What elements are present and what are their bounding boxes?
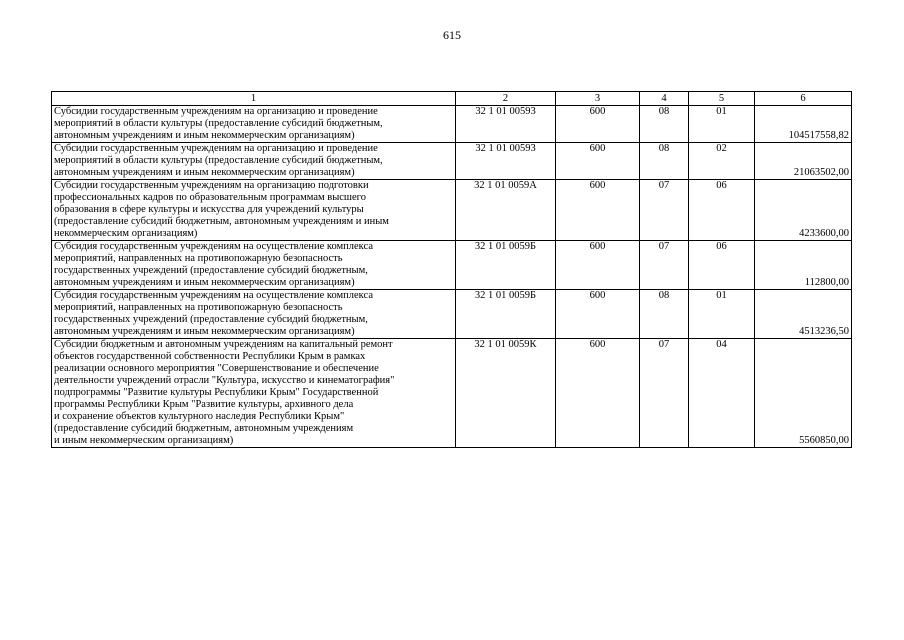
row-kvr-cell: 600 — [556, 106, 640, 143]
header-cell: 4 — [640, 92, 689, 106]
row-amount-cell: 112800,00 — [755, 241, 852, 290]
row-rz-cell: 08 — [640, 290, 689, 339]
row-amount-cell: 4513236,50 — [755, 290, 852, 339]
table-row — [52, 143, 852, 180]
header-cell: 3 — [556, 92, 640, 106]
row-rz-cell: 07 — [640, 241, 689, 290]
row-rz-cell: 08 — [640, 106, 689, 143]
row-code-cell: 32 1 01 0059К — [456, 339, 556, 448]
row-name-cell: Субсидии бюджетным и автономным учреждениям на капитальный ремонт объектов государственной собственности Республики Крым в рамках реализации основного мероприятия "Совершенствование и обеспечение деятельности учреждений отрасли "Культура, искусство и кинематография" подпрограммы "Развитие культуры Республики Крым" Государственной программы Республики Крым "Развитие культуры, архивного дела и сохранение объектов культурного наследия Республики Крым" (предоставление субсидий бюджетным, автономным учреждениям и иным некоммерческим организациям) — [52, 339, 456, 448]
header-cell: 5 — [689, 92, 755, 106]
row-code-cell: 32 1 01 0059А — [456, 180, 556, 241]
table-row — [52, 339, 852, 448]
row-pr-cell: 04 — [689, 339, 755, 448]
row-rz-cell: 07 — [640, 339, 689, 448]
row-kvr-cell: 600 — [556, 339, 640, 448]
row-pr-cell: 02 — [689, 143, 755, 180]
row-name-cell: Субсидии государственным учреждениям на организацию и проведение мероприятий в области культуры (предоставление субсидий бюджетным, автономным учреждениям и иным некоммерческим организациям) — [52, 106, 456, 143]
row-name-cell: Субсидия государственным учреждениям на осуществление комплекса мероприятий, направленных на противопожарную безопасность государственных учреждений (предоставление субсидий бюджетным, автономным учреждениям и иным некоммерческим организациям) — [52, 241, 456, 290]
row-pr-cell: 01 — [689, 290, 755, 339]
row-name-cell: Субсидии государственным учреждениям на организацию и проведение мероприятий в области культуры (предоставление субсидий бюджетным, автономным учреждениям и иным некоммерческим организациям) — [52, 143, 456, 180]
row-kvr-cell: 600 — [556, 143, 640, 180]
row-amount-cell: 5560850,00 — [755, 339, 852, 448]
table-row — [52, 241, 852, 290]
row-name-cell: Субсидии государственным учреждениям на организацию подготовки профессиональных кадров по образовательным программам высшего образования в сфере культуры и искусства для учреждений культуры (предоставление субсидий бюджетным, автономным учреждениям и иным некоммерческим организациям) — [52, 180, 456, 241]
row-amount-cell: 4233600,00 — [755, 180, 852, 241]
row-kvr-cell: 600 — [556, 180, 640, 241]
row-code-cell: 32 1 01 0059Б — [456, 241, 556, 290]
row-amount-cell: 104517558,82 — [755, 106, 852, 143]
row-name-cell: Субсидия государственным учреждениям на осуществление комплекса мероприятий, направленных на противопожарную безопасность государственных учреждений (предоставление субсидий бюджетным, автономным учреждениям и иным некоммерческим организациям) — [52, 290, 456, 339]
row-kvr-cell: 600 — [556, 290, 640, 339]
row-amount-cell: 21063502,00 — [755, 143, 852, 180]
row-code-cell: 32 1 01 00593 — [456, 143, 556, 180]
row-pr-cell: 01 — [689, 106, 755, 143]
header-cell: 2 — [456, 92, 556, 106]
table-header-row — [52, 92, 852, 106]
row-rz-cell: 08 — [640, 143, 689, 180]
row-rz-cell: 07 — [640, 180, 689, 241]
header-cell: 1 — [52, 92, 456, 106]
table-row — [52, 290, 852, 339]
header-cell: 6 — [755, 92, 852, 106]
row-code-cell: 32 1 01 0059Б — [456, 290, 556, 339]
page-number: 615 — [443, 28, 461, 42]
row-pr-cell: 06 — [689, 180, 755, 241]
budget-table — [51, 91, 852, 448]
row-code-cell: 32 1 01 00593 — [456, 106, 556, 143]
row-kvr-cell: 600 — [556, 241, 640, 290]
table-row — [52, 180, 852, 241]
table-row — [52, 106, 852, 143]
row-pr-cell: 06 — [689, 241, 755, 290]
